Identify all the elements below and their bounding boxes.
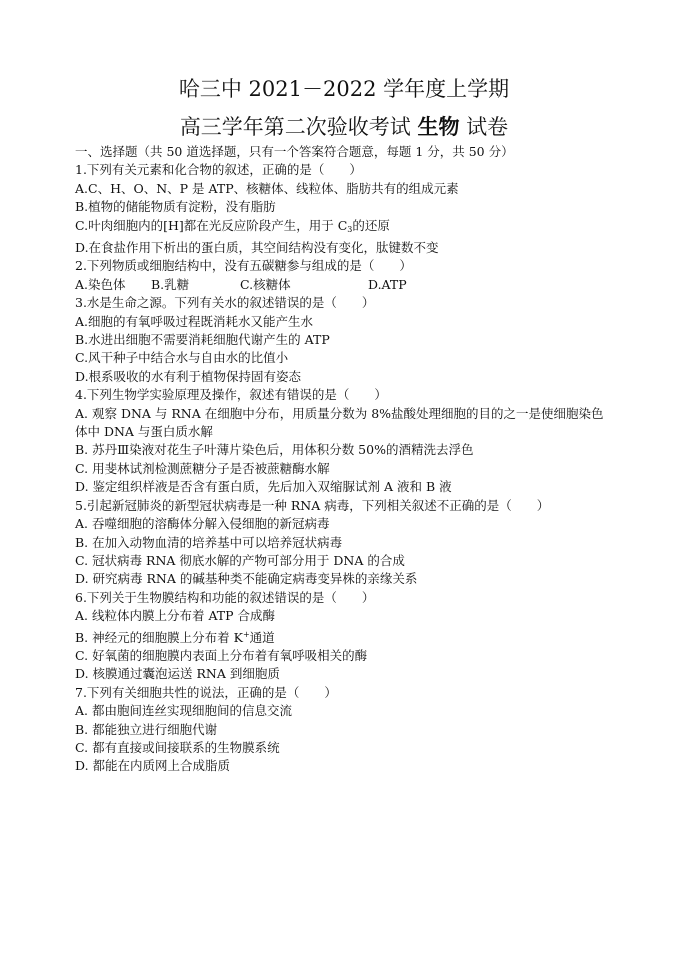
option-b-superscript: + xyxy=(242,629,250,639)
option-b-text: B. 神经元的细胞膜上分布着 K xyxy=(75,629,243,645)
question-6-option-b xyxy=(75,626,615,647)
question-3-stem: 3.水是生命之源。下列有关水的叙述错误的是（ ） xyxy=(75,295,375,311)
exam-title-line1: 哈三中 2021－2022 学年度上学期 xyxy=(178,77,510,101)
question-5-option-a: A. 吞噬细胞的溶酶体分解入侵细胞的新冠病毒 xyxy=(75,516,330,532)
question-2-option-a: A.染色体 xyxy=(75,276,126,292)
section-heading: 一、选择题（共 50 道选择题，只有一个答案符合题意，每题 1 分，共 50 分） xyxy=(75,144,514,159)
question-2-option-b: B.乳糖 xyxy=(151,276,190,292)
question-7-option-b: B. 都能独立进行细胞代谢 xyxy=(75,721,218,737)
question-2-option-c: C.核糖体 xyxy=(240,276,291,292)
question-4-option-d: D. 鉴定组织样液是否含有蛋白质，先后加入双缩脲试剂 A 液和 B 液 xyxy=(75,479,452,495)
question-5-stem: 5.引起新冠肺炎的新型冠状病毒是一种 RNA 病毒，下列相关叙述不正确的是（ ） xyxy=(75,497,550,513)
question-6-option-d: D. 核膜通过囊泡运送 RNA 到细胞质 xyxy=(75,666,280,682)
question-3-option-a: A.细胞的有氧呼吸过程既消耗水又能产生水 xyxy=(75,313,314,329)
question-7-option-c: C. 都有直接或间接联系的生物膜系统 xyxy=(75,739,280,755)
question-7-stem: 7.下列有关细胞共性的说法，正确的是（ ） xyxy=(75,684,337,700)
question-2-option-d: D.ATP xyxy=(368,276,407,292)
question-6-stem: 6.下列关于生物膜结构和功能的叙述错误的是（ ） xyxy=(75,589,375,605)
question-4-option-c: C. 用斐林试剂检测蔗糖分子是否被蔗糖酶水解 xyxy=(75,460,330,476)
question-2-stem: 2.下列物质或细胞结构中，没有五碳糖参与组成的是（ ） xyxy=(75,258,412,274)
question-3-option-b: B.水进出细胞不需要消耗细胞代谢产生的 ATP xyxy=(75,332,330,348)
question-5-option-d: D. 研究病毒 RNA 的碱基种类不能确定病毒变异株的亲缘关系 xyxy=(75,571,418,587)
exam-title-line2 xyxy=(0,114,688,140)
option-c-text: C.叶肉细胞内的[H]都在光反应阶段产生，用于 C xyxy=(75,217,348,233)
question-1-stem: 1.下列有关元素和化合物的叙述，正确的是（ ） xyxy=(75,162,362,178)
question-7-option-d: D. 都能在内质网上合成脂质 xyxy=(75,758,231,774)
question-3-option-c: C.风干种子中结合水与自由水的比值小 xyxy=(75,350,289,366)
question-1-option-b: B.植物的储能物质有淀粉，没有脂肪 xyxy=(75,199,276,215)
question-1-option-a: A.C、H、O、N、P 是 ATP、核糖体、线粒体、脂肪共有的组成元素 xyxy=(75,180,459,196)
question-6-option-a: A. 线粒体内膜上分布着 ATP 合成酶 xyxy=(75,608,276,624)
question-6-option-c: C. 好氧菌的细胞膜内表面上分布着有氧呼吸相关的酶 xyxy=(75,647,368,663)
option-c-tail: 的还原 xyxy=(352,217,390,233)
question-1-option-d: D.在食盐作用下析出的蛋白质，其空间结构没有变化，肽键数不变 xyxy=(75,240,439,256)
question-list xyxy=(75,143,615,776)
question-3-option-d: D.根系吸收的水有利于植物保持固有姿态 xyxy=(75,368,302,384)
question-5-option-b: B. 在加入动物血清的培养基中可以培养冠状病毒 xyxy=(75,534,343,550)
title-part1: 高三学年第二次验收考试 xyxy=(179,115,418,139)
option-b-tail: 通道 xyxy=(249,629,275,645)
question-7-option-a: A. 都由胞间连丝实现细胞间的信息交流 xyxy=(75,703,292,719)
question-1-option-c xyxy=(75,217,615,239)
title-part2: 试卷 xyxy=(459,115,509,139)
option-c-subscript: 3 xyxy=(347,224,353,234)
question-4-option-b: B. 苏丹Ⅲ染液对花生子叶薄片染色后，用体积分数 50%的酒精洗去浮色 xyxy=(75,442,474,458)
question-4-stem: 4.下列生物学实验原理及操作，叙述有错误的是（ ） xyxy=(75,387,387,403)
title-subject: 生物 xyxy=(417,114,460,139)
question-4-option-a: A. 观察 DNA 与 RNA 在细胞中分布，用质量分数为 8%盐酸处理细胞的目的之一是使细胞染色体中 DNA 与蛋白质水解 xyxy=(75,405,604,440)
question-2-options xyxy=(75,276,615,294)
question-5-option-c: C. 冠状病毒 RNA 彻底水解的产物可部分用于 DNA 的合成 xyxy=(75,552,405,568)
